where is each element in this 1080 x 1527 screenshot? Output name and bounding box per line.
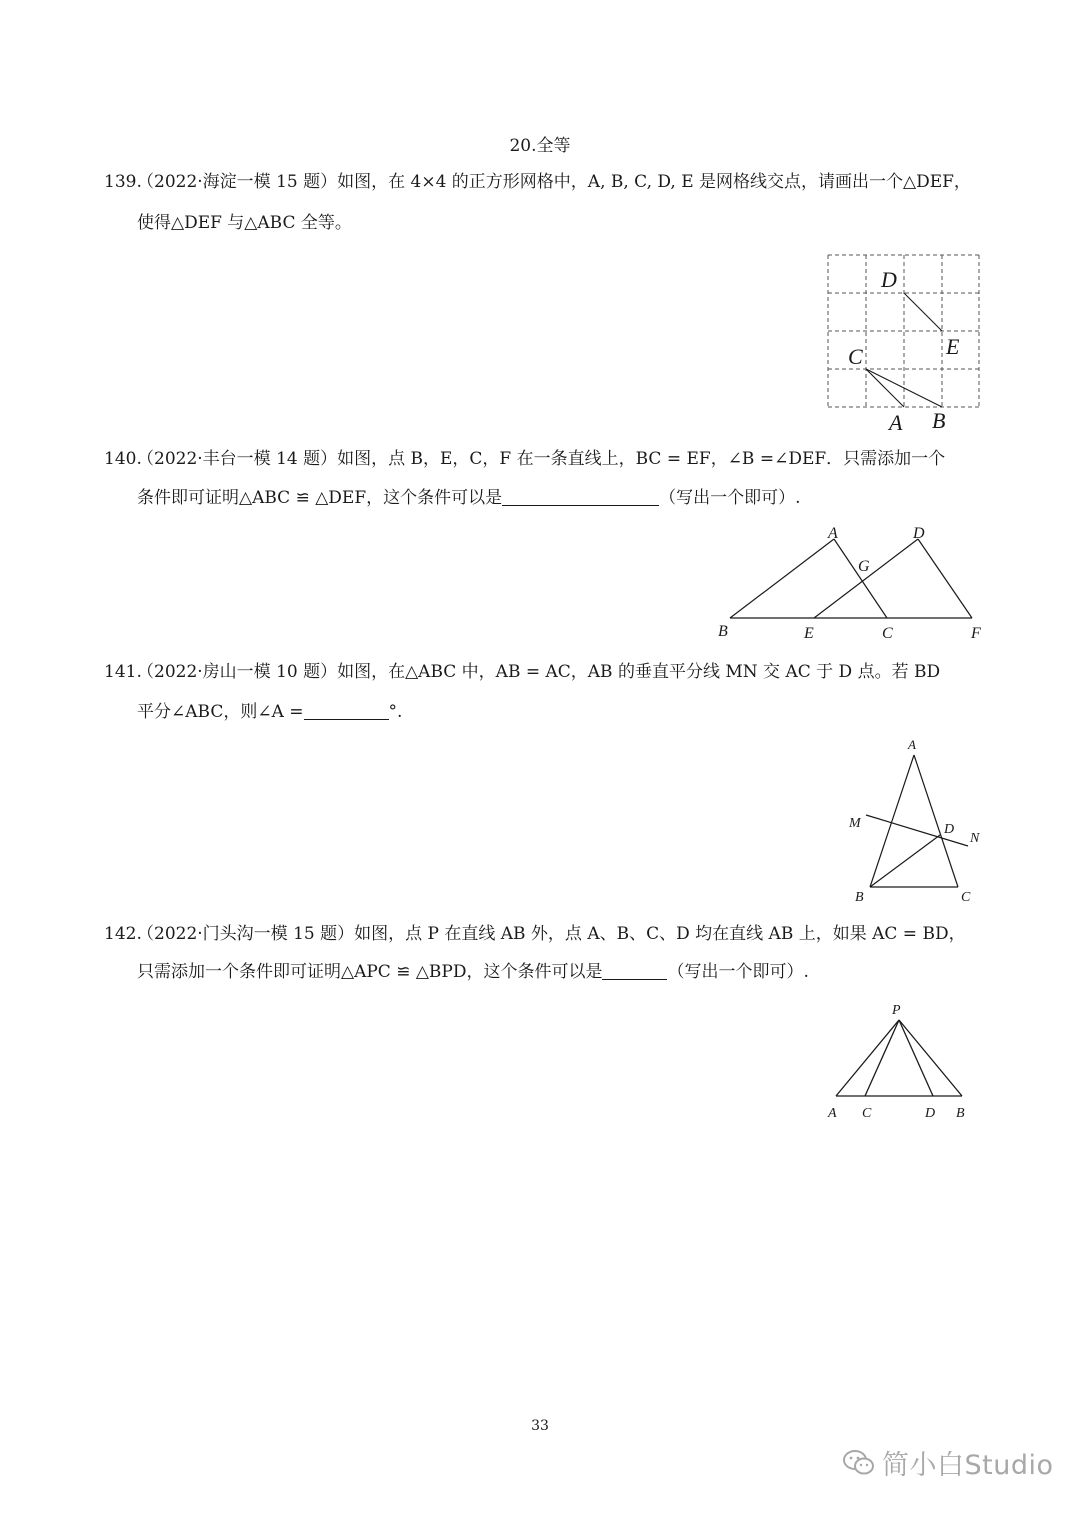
answer-blank-140[interactable] [502,487,659,506]
label-c: C [882,625,893,642]
label-n: N [970,831,980,846]
question-139-number: 139. [104,172,142,192]
label-e: E [946,334,960,359]
watermark [842,1443,1054,1482]
segment-bd [870,835,940,887]
label-d: D [944,822,955,837]
label-a: A [828,525,838,542]
question-139-line2: 使得△DEF 与△ABC 全等。 [137,213,352,233]
question-140-number: 140. [104,449,142,469]
label-d: D [925,1106,936,1121]
question-142-line1: （2022·门头沟一模 15 题）如图，点 P 在直线 AB 外，点 A、B、C、D 均在直线 AB 上，如果 AC = BD， [137,924,966,944]
question-139-line1: （2022·海淀一模 15 题）如图，在 4×4 的正方形网格中，A, B, C, D, E 是网格线交点，请画出一个△DEF， [137,172,971,192]
segment-ca [866,369,904,407]
label-c: C [862,1106,872,1121]
segment-pb [899,1020,962,1096]
answer-blank-141[interactable] [304,701,389,720]
question-140-line2-text: 条件即可证明△ABC ≌ △DEF，这个条件可以是 [137,488,503,508]
label-g: G [858,558,870,575]
segment-ab [870,755,914,887]
question-141-number: 141. [104,662,142,682]
question-141-line2 [137,700,402,724]
watermark-text: 简小白Studio [882,1450,1054,1481]
segment-pa [836,1020,899,1096]
label-a: A [889,410,903,435]
question-141-line2-end: °. [388,702,403,722]
question-142-figure [820,995,980,1130]
label-d: D [881,267,897,292]
label-f: F [971,625,981,642]
question-142-line2-end: （写出一个即可）. [667,962,809,982]
question-140-line2-end: （写出一个即可）. [659,488,801,508]
segment-de [904,293,942,331]
wechat-icon [842,1448,876,1478]
label-c: C [848,344,863,369]
label-c: C [961,890,971,905]
label-a: A [828,1106,837,1121]
question-140-figure [710,520,1000,645]
segment-df [918,539,972,618]
page-number: 33 [531,1418,549,1434]
question-141-figure [840,735,990,905]
label-e: E [804,625,814,642]
segment-pc [865,1020,899,1096]
question-139-figure [820,250,990,440]
answer-blank-142[interactable] [602,961,667,980]
label-m: M [849,816,861,831]
label-b: B [956,1106,965,1121]
label-b: B [932,408,946,433]
section-title: 20.全等 [509,136,571,156]
segment-ac [914,755,958,887]
question-141-line2-text: 平分∠ABC，则∠A = [137,702,304,722]
segment-ed [814,539,918,618]
label-b: B [855,890,864,905]
label-a: A [908,737,916,752]
segment-ac [834,539,887,618]
question-140-line1: （2022·丰台一模 14 题）如图，点 B，E，C，F 在一条直线上，BC = EF，∠B =∠DEF．只需添加一个 [137,449,946,469]
label-b: B [718,623,728,640]
segment-pd [899,1020,933,1096]
grid-lines [828,255,979,407]
question-142-number: 142. [104,924,142,944]
question-142-line2-text: 只需添加一个条件即可证明△APC ≌ △BPD，这个条件可以是 [137,962,603,982]
question-142-line2 [137,960,809,984]
label-d: D [913,525,925,542]
question-141-line1: （2022·房山一模 10 题）如图，在△ABC 中，AB = AC，AB 的垂直平分线 MN 交 AC 于 D 点。若 BD [137,662,941,682]
segment-ba [730,539,834,618]
question-140-line2 [137,486,801,510]
label-p: P [892,1003,901,1018]
